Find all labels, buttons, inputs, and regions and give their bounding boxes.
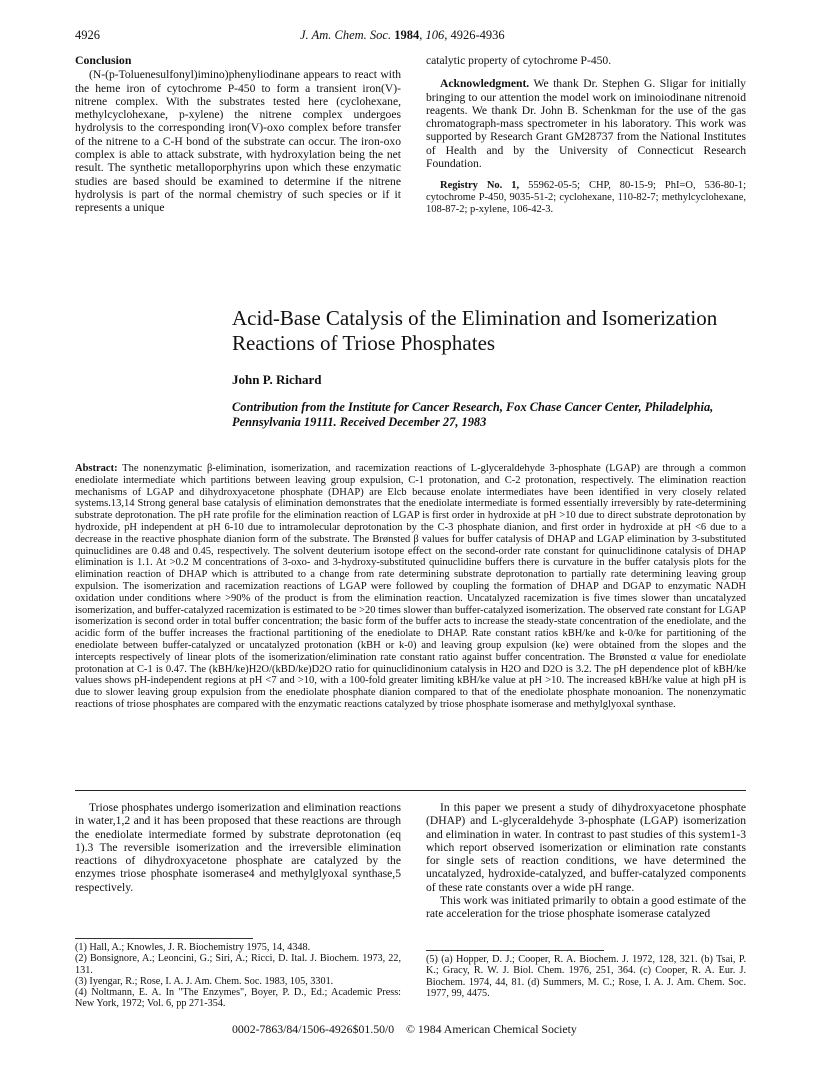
footer (232, 1022, 577, 1037)
footnote-rule-left (75, 938, 253, 939)
footnote-1: (1) Hall, A.; Knowles, J. R. Biochemistry 1975, 14, 4348. (75, 942, 311, 953)
journal-year: 1984 (394, 28, 420, 42)
journal-citation: J. Am. Chem. Soc. 1984, 106, 4926-4936 (300, 28, 505, 42)
footnote-4: (4) Noltmann, E. A. In "The Enzymes", Boyer, P. D., Ed.; Academic Press: New York, 1972; Vol. 6, pp 271-354. (75, 987, 401, 1010)
conclusion-continuation: catalytic property of cytochrome P-450. (426, 54, 612, 67)
footer-code: 0002-7863/84/1506-4926$01.50/0 (232, 1022, 395, 1036)
journal-name: J. Am. Chem. Soc. (300, 28, 392, 42)
conclusion-heading: Conclusion (75, 53, 132, 67)
journal-volume: 106 (425, 28, 445, 42)
contribution-line-1: Contribution from the Institute for Cancer Research, Fox Chase Cancer Center, Philadelphia, (232, 400, 714, 414)
author-name: John P. Richard (232, 372, 322, 387)
footnote-5: (5) (a) Hopper, D. J.; Cooper, R. A. Biochem. J. 1972, 128, 321. (b) Tsai, P. K.; Gracy, R. W. J. Biol. Chem. 1976, 251, 364. (c) Cooper, R. A. Eur. J. Biochem. 1974, 44, 81. (d) Summers, M. C.; Rose, I. A. J. Am. Chem. Soc. 1977, 99, 4475. (426, 954, 746, 999)
article-title (232, 306, 752, 356)
body-right-column (426, 801, 746, 921)
contribution-affiliation (232, 400, 752, 429)
intro-paragraph: Triose phosphates undergo isomerization and elimination reactions in water,1,2 and it has been proposed that these reactions are through the enediolate intermediate formed by substrate deprotonation (eq 1).3 The reversible isomerization and the irreversible elimination reactions of dihydroxyacetone phosphate are catalyzed by the enzymes triose phosphate isomerase4 and methylglyoxal synthase,5 respectively. (75, 801, 401, 894)
body-paragraph-1: In this paper we present a study of dihydroxyacetone phosphate (DHAP) and L-glyceraldehyde 3-phosphate (LGAP) isomerization and elimination in water. In contrast to past studies of this system1-3 which report observed isomerization or elimination rate constants for single sets of reaction conditions, we have determined the uncatalyzed, hydroxide-catalyzed, and buffer-catalyzed components of these rate constants over a wide pH range. (426, 801, 746, 894)
contribution-line-2: Pennsylvania 19111. Received December 27, 1983 (232, 414, 487, 429)
body-paragraph-2: This work was initiated primarily to obtain a good estimate of the rate acceleration for the triose phosphate isomerase catalyzed (426, 894, 746, 921)
footnotes-right (426, 954, 746, 999)
journal-pages: 4926-4936 (450, 28, 505, 42)
conclusion-text: (N-(p-Toluenesulfonyl)imino)phenyliodinane appears to react with the heme iron of cytochrome P-450 to form a transient iron(V)-nitrene complex. With the substrates tested here (cyclohexane, methylcyclohexane, p-xylene) the nitrene complex undergoes hydrolysis to the corresponding iron(V)-oxo complex before transfer of the nitrene to a C-H bond of the substrate can occur. The iron-oxo complex is able to attack substrate, with hydroxylation being the net result. The synthetic metalloporphyrins upon which these enzymatic studies are based should be examined to determine if the nitrene hydrolysis is part of the normal chemistry of such species or if it represents a unique (75, 68, 401, 215)
acknowledgment-text: We thank Dr. Stephen G. Sligar for initially bringing to our attention the model work on iminoiodinane nitrenoid reagents. We thank Dr. John B. Schenkman for the use of the gas chromatograph-mass spectrometer in his laboratory. This work was supported by Research Grant GM28737 from the National Institutes of Health and by the University of Connecticut Research Foundation. (426, 77, 746, 171)
footnote-3: (3) Iyengar, R.; Rose, I. A. J. Am. Chem. Soc. 1983, 105, 3301. (75, 975, 334, 987)
registry-text: 55962-05-5; CHP, 80-15-9; PhI=O, 536-80-1; cytochrome P-450, 9035-51-2; cyclohexane, 110-82-7; methylcyclohexane, 108-87-2; p-xylene, 106-42-3. (426, 180, 746, 216)
abstract (75, 463, 746, 711)
previous-article-right-column (426, 54, 746, 216)
body-left-column (75, 801, 401, 894)
title-line-1: Acid-Base Catalysis of the Elimination and Isomerization (232, 306, 718, 330)
abstract-separator (75, 790, 746, 791)
abstract-text: The nonenzymatic β-elimination, isomerization, and racemization reactions of L-glyceraldehyde 3-phosphate (LGAP) are through a common enediolate intermediate which partitions between leaving group expulsion, C-1 protonation, and C-2 protonation, respectively. The elimination reaction mechanisms of LGAP and dihydroxyacetone phosphate (DHAP) are Elcb because enolate intermediates have been identified in very closely related systems.13,14 Strong general base catalysis of elimination demonstrates that the enediolate intermediate is formed essentially irreversibly by rate-determining substrate deprotonation. The pH rate profile for the elimination reaction of LGAP is first order in hydroxide at pH >10 due to direct substrate deprotonation by hydroxide, pH independent at pH 6-10 due to intramolecular deprotonation by the C-3 phosphate dianion, and first order in hydroxide at pH <6 due to a decrease in the reactive phosphate dianion form of the substrate. The Brønsted β values for buffer catalysis of DHAP and LGAP elimination by 3-substituted quinuclidines are 0.48 and 0.45, respectively. The solvent deuterium isotope effect on the second-order rate constant for quinuclidinone catalysis of DHAP elimination is 1.1. At >0.2 M concentrations of 3-oxo- and 3-hydroxy-substituted quinuclidine buffers there is curvature in the buffer catalysis plots for the elimination reaction of DHAP which is attributed to a change from rate determining substrate deprotonation to partially rate determining leaving group expulsion. The isomerization and racemization reactions of LGAP were followed by coupling the formation of DHAP and DGAP to enzymatic NADH oxidation under conditions where >90% of the product is from the elimination reaction. Uncatalyzed racemization is five times slower than uncatalyzed isomerization, and buffer-catalyzed racemization is estimated to be >20 times slower than buffer-catalyzed isomerization. The observed rate constant for LGAP isomerization is second order in total buffer concentration; the basic form of the buffer acts to increase the steady-state concentration of the enediolate, and the acidic form of the buffer increases the fractional partitioning of the enediolate to DHAP. Rate constant ratios kBH/ke and k-0/ke for partitioning of the enediolate between buffer-catalyzed or uncatalyzed protonation (kBH or k-0) and leaving group expulsion (ke) were obtained from the slopes and the intercepts respectively of linear plots of the isomerization/elimination rate constant ratio against buffer concentration. The Brønsted α value for enediolate protonation at C-1 is 0.47. The (kBH/ke)H2O/(kBD/ke)D2O ratio for quinuclidinonium catalysis in H2O and D2O is 3.2. The pH dependence plot of kBH/ke values shows pH-independent regions at pH <7 and >10, with a 100-fold greater limiting kBH/ke value at pH >10. The increased kBH/ke value at high pH is due to slower leaving group expulsion from the enediolate phosphate dianion compared to that of the enediolate phosphate monoanion. The nonenzymatic reactions of triose phosphates are compared with the enzymatic reactions catalyzed by triose phosphate isomerase and methylglyoxal synthase. (75, 463, 747, 710)
footnote-2: (2) Bonsignore, A.; Leoncini, G.; Siri, A.; Ricci, D. Ital. J. Biochem. 1973, 22, 131. (75, 953, 401, 976)
registry-paragraph (426, 180, 746, 216)
registry-label: Registry No. 1, (440, 180, 520, 192)
acknowledgment-paragraph (426, 77, 746, 170)
footer-copyright: © 1984 American Chemical Society (406, 1022, 577, 1036)
previous-article-left-column (75, 54, 401, 215)
footnotes-left (75, 942, 401, 1010)
title-line-2: Reactions of Triose Phosphates (232, 331, 496, 355)
abstract-label: Abstract: (75, 463, 118, 474)
acknowledgment-label: Acknowledgment. (440, 77, 530, 91)
page-number: 4926 (75, 28, 100, 42)
footnote-rule-right (426, 950, 604, 951)
